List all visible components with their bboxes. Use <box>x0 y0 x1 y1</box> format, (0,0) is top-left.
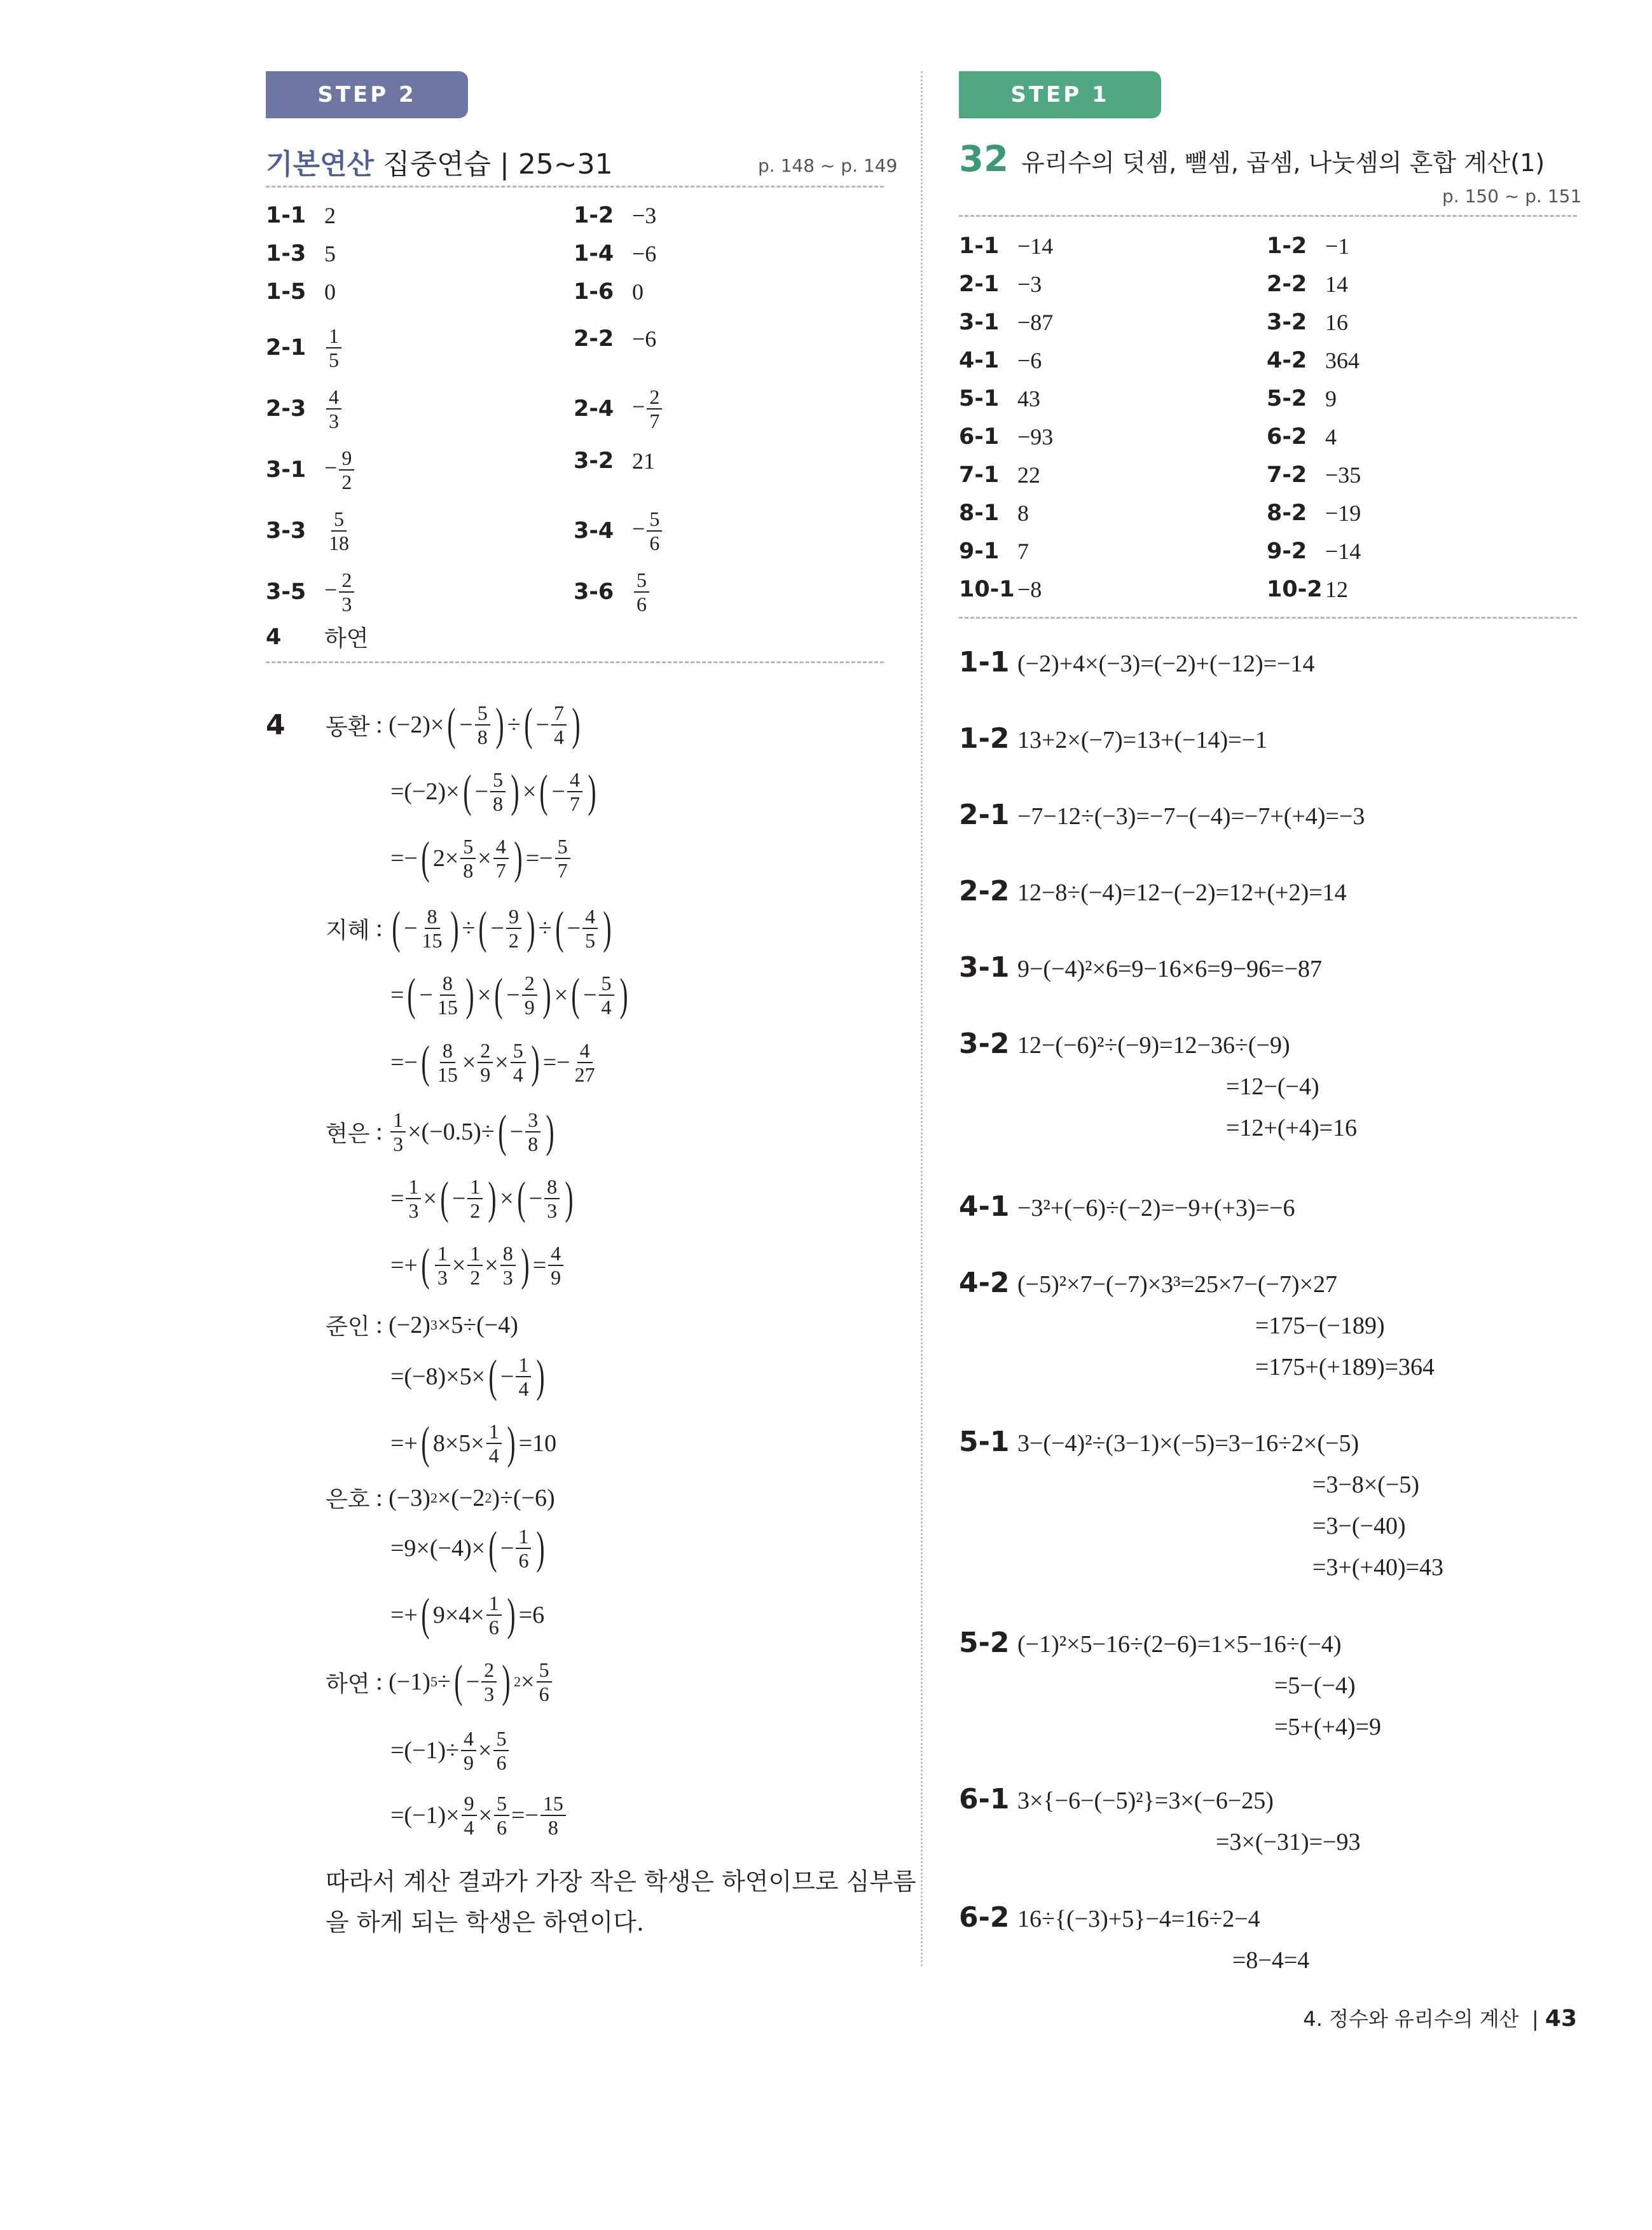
answer-item <box>574 202 656 229</box>
answer-item <box>574 326 656 352</box>
right-grid-rule <box>959 617 1577 619</box>
answer-item <box>959 271 1042 298</box>
solution-line: (−1)²×5−16÷(2−6)=1×5−16÷(−4) <box>1017 1631 1342 1658</box>
answer-label: 7-2 <box>1267 462 1307 488</box>
answer-label: 6-2 <box>1267 424 1307 450</box>
answer-label: 9-1 <box>959 539 1000 564</box>
column-divider <box>921 71 923 1966</box>
answer-item <box>266 509 354 553</box>
answer-value <box>324 509 354 553</box>
answer-item <box>574 279 644 305</box>
answer-item <box>1267 500 1361 527</box>
solution-label: 1-1 <box>959 646 1010 678</box>
answer-value: 0 <box>632 279 644 305</box>
answer-value: −6 <box>632 241 657 266</box>
answer-label: 2-2 <box>1267 272 1307 297</box>
answer-value: 2 <box>324 203 336 228</box>
solution-label: 3-2 <box>959 1028 1010 1060</box>
step1-badge: STEP 1 <box>959 71 1161 118</box>
answer-fraction: $\frac{1}{5}$ <box>326 326 341 370</box>
answer-label: 2-1 <box>266 335 306 361</box>
answer-fraction: $\frac{2}{3}$ <box>339 570 354 614</box>
answer-value: 364 <box>1325 348 1359 373</box>
answer-value: −3 <box>1017 272 1042 297</box>
answer-value: −8 <box>1017 577 1042 602</box>
solution-line: =12+(+4)=16 <box>1226 1115 1358 1141</box>
left-header-rule <box>266 186 884 188</box>
solution-line: =3−8×(−5) <box>1312 1471 1420 1498</box>
answer-value: −3 <box>632 203 657 228</box>
answer-value <box>324 326 343 370</box>
answer-value: −14 <box>1325 539 1361 564</box>
solution-line: =5−(−4) <box>1274 1672 1356 1699</box>
page-footer: 4. 정수와 유리수의 계산 | 43 <box>1303 2006 1577 2032</box>
answer-value: −93 <box>1017 424 1054 450</box>
solution-line: (−2)+4×(−3)=(−2)+(−12)=−14 <box>1017 650 1315 677</box>
answer-label: 3-2 <box>574 448 614 474</box>
work-jihye-2: = ( − $\frac{8}{15}$ ) × ( − $\frac{2}{9}$ ) × ( − $\frac{5}{4}$ ) <box>390 969 628 1021</box>
answer-sign: − <box>324 455 338 481</box>
answer-value: −6 <box>632 326 657 352</box>
answer-value: 5 <box>324 241 336 266</box>
solution-line: =175−(−189) <box>1255 1312 1385 1339</box>
answer-item <box>959 385 1040 412</box>
answer-item <box>574 387 664 431</box>
answer-item <box>1267 309 1348 336</box>
answer-value: 4 <box>1325 424 1337 450</box>
answer-value: 0 <box>324 279 336 305</box>
answer-label: 3-4 <box>574 518 614 544</box>
solution-line: =3+(+40)=43 <box>1312 1554 1444 1581</box>
solution-label: 2-2 <box>959 875 1010 907</box>
answer-item <box>574 509 664 553</box>
left-page-ref: p. 148 ~ p. 149 <box>758 155 898 176</box>
answer-item <box>266 570 356 614</box>
solution-label: 6-2 <box>959 1901 1010 1934</box>
answer-label: 7-1 <box>959 462 1000 488</box>
work-donghwan-3: =− ( 2× $\frac{5}{8}$ × $\frac{4}{7}$ ) =− $\frac{5}{7}$ <box>390 836 572 881</box>
answer-value: −6 <box>1017 348 1042 373</box>
work-junin-2: =(−8)×5× ( − $\frac{1}{4}$ ) <box>390 1351 546 1402</box>
answer-label: 10-2 <box>1267 577 1323 602</box>
answer-item <box>1267 423 1337 450</box>
answer-label: 3-2 <box>1267 310 1307 335</box>
answer-item <box>1267 347 1359 374</box>
answer-value <box>324 448 356 492</box>
answer-value <box>324 387 343 431</box>
answer-label: 1-1 <box>959 233 1000 259</box>
solution-line: =175+(+189)=364 <box>1255 1354 1435 1380</box>
answer-item <box>266 326 343 370</box>
solution-label: 5-1 <box>959 1426 1010 1458</box>
work-eunho-3: =+ ( 9×4× $\frac{1}{6}$ ) =6 <box>390 1589 545 1641</box>
conclusion-line-1: 따라서 계산 결과가 가장 작은 학생은 하연이므로 심부름 <box>326 1868 916 1896</box>
answer-item <box>574 240 656 267</box>
solution-line: =5+(+4)=9 <box>1274 1714 1382 1740</box>
answer-label: 1-1 <box>266 203 306 228</box>
answer-value: −1 <box>1325 233 1350 259</box>
answer-item <box>266 202 336 229</box>
answer-value: −14 <box>1017 233 1054 259</box>
answer-item <box>1267 271 1348 298</box>
answer-sign: − <box>324 577 338 603</box>
answer-item <box>266 448 356 492</box>
answer-value: 7 <box>1017 539 1029 564</box>
solution-line: 12−(−6)²÷(−9)=12−36÷(−9) <box>1017 1032 1290 1059</box>
left-section-title: 기본연산 집중연습 | 25~31 <box>266 148 613 181</box>
solution-line: 3×{−6−(−5)²}=3×(−6−25) <box>1017 1787 1274 1814</box>
answer-label: 8-1 <box>959 500 1000 526</box>
work-junin-3: =+ ( 8×5× $\frac{1}{4}$ ) =10 <box>390 1417 557 1469</box>
solution-line: (−5)²×7−(−7)×3³=25×7−(−7)×27 <box>1017 1271 1338 1298</box>
answer-label: 5-1 <box>959 386 1000 411</box>
answer-label: 9-2 <box>1267 539 1307 564</box>
answer-item <box>266 240 336 267</box>
answer-item <box>959 423 1053 450</box>
answer-label: 2-4 <box>574 396 614 422</box>
answer-item <box>1267 576 1348 603</box>
answer-label: 2-3 <box>266 396 306 422</box>
answer-label: 1-4 <box>574 241 614 266</box>
work-hyeoneun-3: =+ ( $\frac{1}{3}$ × $\frac{1}{2}$ × $\frac{8}{3}$ ) = $\frac{4}{9}$ <box>390 1243 565 1288</box>
answer-value: −87 <box>1017 310 1054 335</box>
answer-label: 3-3 <box>266 518 306 544</box>
answer-item <box>1267 233 1349 259</box>
question-4-label: 4 <box>266 709 286 741</box>
answer-label: 6-1 <box>959 424 1000 450</box>
answer-item <box>574 448 655 474</box>
answer-value <box>632 509 664 553</box>
answer-label: 3-1 <box>266 457 306 483</box>
solution-line: 13+2×(−7)=13+(−14)=−1 <box>1017 727 1268 754</box>
answer-fraction: $\frac{2}{7}$ <box>647 387 662 431</box>
answer-fraction: $\frac{9}{2}$ <box>339 448 354 492</box>
answer-item <box>959 462 1040 488</box>
answer-item <box>1267 538 1361 565</box>
answer-fraction: $\frac{5}{6}$ <box>634 570 649 614</box>
answer-label: 3-6 <box>574 579 614 605</box>
solution-line: 12−8÷(−4)=12−(−2)=12+(+2)=14 <box>1017 879 1347 906</box>
answer-item <box>266 387 343 431</box>
right-section-title: 32 유리수의 덧셈, 뺄셈, 곱셈, 나눗셈의 혼합 계산(1) <box>959 139 1545 180</box>
answer-label: 1-2 <box>574 203 614 228</box>
answer-value <box>632 570 651 614</box>
solution-line: =8−4=4 <box>1232 1947 1310 1974</box>
answer-value <box>324 570 356 614</box>
right-page-ref: p. 150 ~ p. 151 <box>1442 186 1582 207</box>
solution-line: =3−(−40) <box>1312 1513 1406 1539</box>
left-grid-rule <box>266 661 884 663</box>
work-hyeoneun-2: = $\frac{1}{3}$ × ( − $\frac{1}{2}$ ) × ( − $\frac{8}{3}$ ) <box>390 1173 574 1224</box>
step2-badge: STEP 2 <box>266 71 468 118</box>
solution-line: 3−(−4)²÷(3−1)×(−5)=3−16÷2×(−5) <box>1017 1430 1359 1457</box>
answer-item <box>1267 462 1361 488</box>
answer-item <box>574 570 651 614</box>
answer-item <box>959 538 1029 565</box>
answer-item <box>266 621 369 653</box>
work-jihye-1: 지혜 : ( − $\frac{8}{15}$ ) ÷ ( − $\frac{9}{2}$ ) ÷ ( − $\frac{4}{5}$ ) <box>326 902 612 954</box>
answer-sign: − <box>632 394 645 420</box>
answer-label: 5-2 <box>1267 386 1307 411</box>
answer-item <box>1267 385 1337 412</box>
answer-item <box>959 500 1029 527</box>
answer-fraction: $\frac{4}{3}$ <box>326 387 341 431</box>
right-header-rule <box>959 215 1577 217</box>
answer-value: 22 <box>1017 462 1040 488</box>
answer-item <box>266 279 336 305</box>
conclusion-line-2: 을 하게 되는 학생은 하연이다. <box>326 1908 644 1936</box>
work-jihye-3: =− ( $\frac{8}{15}$ × $\frac{2}{9}$ × $\frac{5}{4}$ ) =− $\frac{4}{27}$ <box>390 1036 595 1088</box>
work-donghwan-2: =(−2)× ( − $\frac{5}{8}$ ) × ( − $\frac{4}{7}$ ) <box>390 766 596 817</box>
work-eunho-1: 은호 : (−3) 2 ×(−2 2 )÷(−6) <box>326 1484 555 1513</box>
answer-label: 2-1 <box>959 272 1000 297</box>
solution-label: 3-1 <box>959 951 1010 984</box>
solution-label: 4-2 <box>959 1267 1010 1299</box>
answer-value: 43 <box>1017 386 1040 411</box>
answer-value: 14 <box>1325 272 1348 297</box>
answer-item <box>959 576 1042 603</box>
answer-value: −19 <box>1325 500 1361 526</box>
solution-line: 9−(−4)²×6=9−16×6=9−96=−87 <box>1017 956 1323 982</box>
answer-label: 3-1 <box>959 310 1000 335</box>
answer-fraction: $\frac{5}{6}$ <box>647 509 662 553</box>
answer-value: 16 <box>1325 310 1348 335</box>
solution-line: =12−(−4) <box>1226 1073 1319 1100</box>
solution-line: −3²+(−6)÷(−2)=−9+(+3)=−6 <box>1017 1195 1295 1222</box>
answer-label: 3-5 <box>266 579 306 605</box>
solution-line: 16÷{(−3)+5}−4=16÷2−4 <box>1017 1906 1260 1932</box>
answer-label: 4 <box>266 624 282 650</box>
solution-label: 1-2 <box>959 722 1010 755</box>
answer-value: −35 <box>1325 462 1361 488</box>
work-hyeoneun-1: 현은 : $\frac{1}{3}$ ×(−0.5)÷ ( − $\frac{3}{8}$ ) <box>326 1106 554 1157</box>
work-eunho-2: =9×(−4)× ( − $\frac{1}{6}$ ) <box>390 1522 546 1574</box>
answer-item <box>959 309 1053 336</box>
solution-label: 6-1 <box>959 1783 1010 1815</box>
answer-item <box>959 347 1042 374</box>
answer-value: 8 <box>1017 500 1029 526</box>
answer-fraction: $\frac{5}{18}$ <box>329 507 349 554</box>
solution-label: 4-1 <box>959 1190 1010 1223</box>
answer-item <box>959 233 1053 259</box>
answer-label: 1-2 <box>1267 233 1307 259</box>
work-junin-1: 준인 : (−2) 3 ×5÷(−4) <box>326 1311 518 1340</box>
answer-value <box>632 387 664 431</box>
solution-line: =3×(−31)=−93 <box>1216 1829 1361 1855</box>
answer-value: 12 <box>1325 577 1348 602</box>
answer-label: 1-5 <box>266 279 306 305</box>
work-hayeon-1: 하연 : (−1) 5 ÷ ( − $\frac{2}{3}$ ) 2 × $\frac{5}{6}$ <box>326 1660 554 1704</box>
answer-value: 21 <box>632 448 655 474</box>
work-hayeon-2: =(−1)÷ $\frac{4}{9}$ × $\frac{5}{6}$ <box>390 1728 511 1773</box>
solution-label: 5-2 <box>959 1627 1010 1659</box>
answer-label: 4-2 <box>1267 348 1307 373</box>
work-hayeon-3: =(−1)× $\frac{9}{4}$ × $\frac{5}{6}$ =− $\frac{15}{8}$ <box>390 1793 568 1838</box>
solution-line: −7−12÷(−3)=−7−(−4)=−7+(+4)=−3 <box>1017 803 1365 830</box>
answer-sign: − <box>632 516 645 542</box>
work-donghwan-1: 동환 : (−2)× ( − $\frac{5}{8}$ ) ÷ ( − $\frac{7}{4}$ ) <box>326 699 581 750</box>
answer-label: 8-2 <box>1267 500 1307 526</box>
answer-label: 1-3 <box>266 241 306 266</box>
answer-value: 9 <box>1325 386 1337 411</box>
solution-label: 2-1 <box>959 799 1010 831</box>
answer-label: 1-6 <box>574 279 614 305</box>
answer-label: 2-2 <box>574 326 614 352</box>
answer-label: 4-1 <box>959 348 1000 373</box>
answer-value: 하연 <box>324 626 369 652</box>
answer-label: 10-1 <box>959 577 1015 602</box>
